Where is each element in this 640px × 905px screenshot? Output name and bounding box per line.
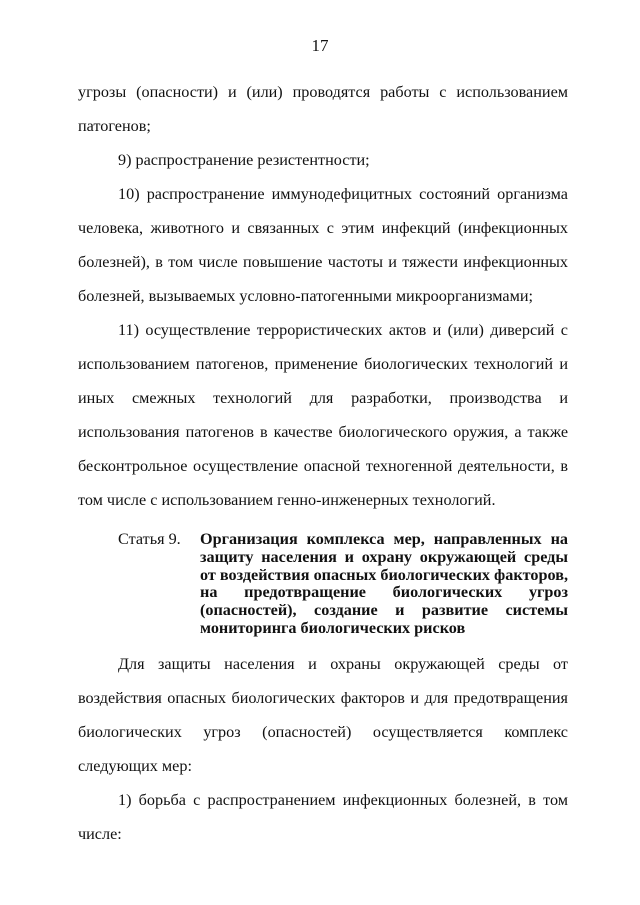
page-number: 17 <box>311 36 329 55</box>
paragraph-item-10: 10) распространение иммунодефицитных состояний организма человека, животного и связанных с этим инфекций (инфекционных болезней), в том числе повышение частоты и тяжести инфекционных болезней, вызываемых условно-патогенными микроорганизмами; <box>78 185 568 305</box>
paragraph-threats-continuation: угрозы (опасности) и (или) проводятся работы с использованием патогенов; <box>78 83 568 135</box>
article-title: Организация комплекса мер, направленных на защиту населения и охрану окружающей среды от воздействия опасных биологических факторов, на предотвращение биологических угроз (опасностей), создание и развитие системы мониторинга биологических рисков <box>200 530 568 637</box>
paragraph-item-9: 9) распространение резистентности; <box>118 151 370 169</box>
article-label: Статья 9. <box>118 530 181 548</box>
paragraph-item-1: 1) борьба с распространением инфекционных болезней, в том числе: <box>78 791 568 843</box>
paragraph-measures-intro: Для защиты населения и охраны окружающей среды от воздействия опасных биологических факторов и для предотвращения биологических угроз (опасностей) осуществляется комплекс следующих мер: <box>78 655 568 775</box>
paragraph-item-11: 11) осуществление террористических актов и (или) диверсий с использованием патогенов, применение биологических технологий и иных смежных технологий для разработки, производства и использования патогенов в качестве биологического оружия, а также бесконтрольное осуществление опасной техногенной деятельности, в том числе с использованием генно-инженерных технологий. <box>78 321 568 509</box>
